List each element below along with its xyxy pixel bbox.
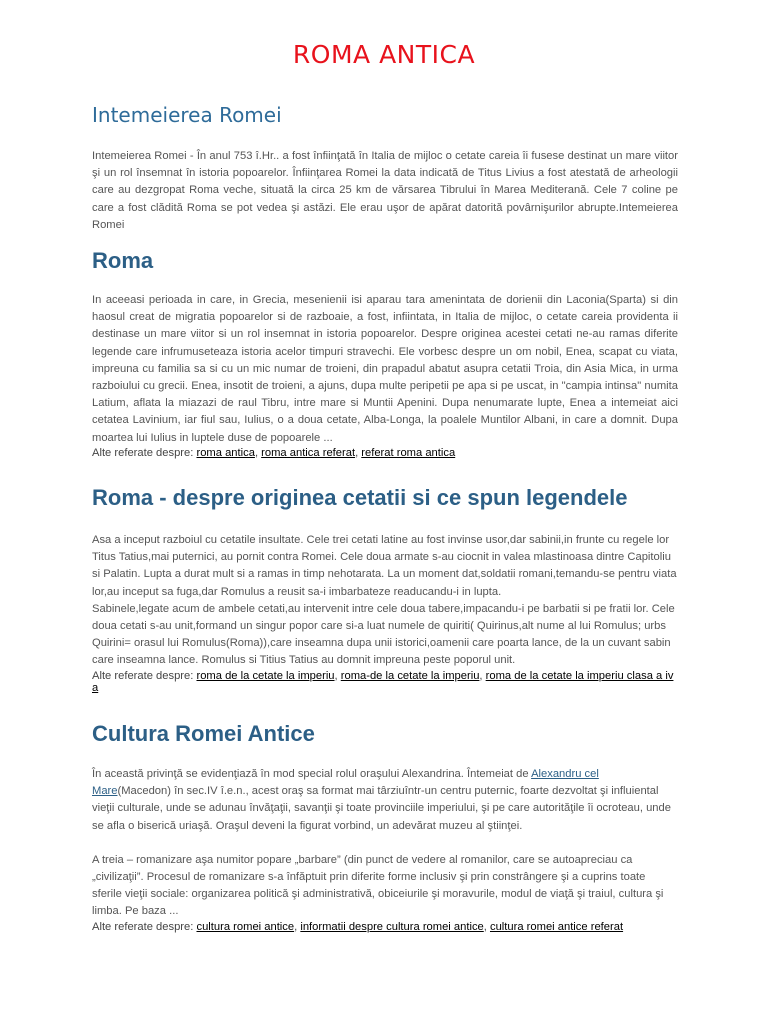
section-paragraph: Asa a inceput razboiul cu cetatile insultate. Cele trei cetati latine au fost invinse usor,dar sabinii,in frunte cu regele lor Titus Tatius,mai puternici, au pornit contra Romei. Cele doua armate s-au ciocnit in valea mlastinoasa dintre Capitoliu si Palatin. Lupta a durat mult si a ramas in timp nehotarata. La un moment dat,soldatii romani,temandu-se pentru viata lor,au inceput sa fuga,dar Romulus a reusit sa-i imbarbateze readucandu-i in lupta. (92, 534, 677, 598)
related-link[interactable]: referat roma antica (361, 446, 456, 459)
related-links-label: Alte referate despre: (92, 446, 194, 459)
paragraph-text: În această privinţă se evidenţiază în mod special rolul oraşului Alexandrina. Întemeiat de (92, 768, 532, 780)
related-link[interactable]: cultura romei antice referat (489, 920, 624, 933)
related-links: Alte referate despre: roma antica, roma antica referat, referat roma antica (92, 446, 456, 459)
related-link[interactable]: roma antica (196, 446, 255, 459)
related-link[interactable]: cultura romei antice (196, 920, 295, 933)
related-link[interactable]: roma de la cetate la imperiu (196, 669, 335, 682)
related-link[interactable]: roma de la cetate la imperiu clasa a iv a (92, 669, 674, 694)
page-title: ROMA ANTICA (292, 40, 476, 69)
related-links-label: Alte referate despre: (92, 669, 194, 682)
section-heading: Cultura Romei Antice (92, 721, 315, 746)
section-paragraph: A treia – romanizare aşa numitor popare „barbare” (din punct de vedere al romanilor, care se autoapreciau ca „civilizaţii”. Procesul de romanizare s-a înfăptuit prin diferite forme inclusiv şi prin constrângere şi a cuprins toate sferile vieţii sociale: organizarea politică şi administrativă, obiceiurile şi moravurile, modul de viaţă şi traiul, cultura şi limba. Pe baza ... (92, 853, 664, 918)
section-originea-cetatii (92, 484, 678, 694)
related-link[interactable]: roma-de la cetate la imperiu (340, 669, 480, 682)
section-heading: Intemeierea Romei (92, 103, 282, 127)
related-link[interactable]: roma antica referat (261, 446, 356, 459)
section-paragraph (92, 766, 678, 835)
related-links: Alte referate despre: roma de la cetate la imperiu, roma-de la cetate la imperiu, roma de la cetate la imperiu clasa a iv a (92, 669, 674, 694)
related-links-label: Alte referate despre: (92, 920, 194, 933)
section-roma (92, 247, 678, 459)
paragraph-text: (Macedon) în sec.IV î.e.n., acest oraş sa format mai târziuîntr-un centru puternic, foarte dezvoltat şi influiental vieţii culturale, unde se adunau învăţaţii, savanţii şi toate provinciile imperiului, şi pe care autorităţile îi ocroteau, unde se afla o biserică uriaşă. Oraşul deveni la figurat vorbind, un adevărat muzeu al ştiinţei. (92, 785, 671, 832)
related-links: Alte referate despre: cultura romei antice, informatii despre cultura romei antice, cultura romei antice referat (92, 920, 624, 933)
section-paragraph: Intemeierea Romei - În anul 753 î.Hr.. a fost înfiinţată în Italia de mijloc o cetate careia îi fusese destinat un mare viitor şi un rol însemnat în istoria popoarelor. Înfiinţarea Romei la data indicată de Titus Livius a fost atestată de arheologii care au dezgropat Roma veche, situată la circa 25 km de vărsarea Tibrului în Marea Mediterană. Cele 7 coline pe care a fost clădită Roma se pot vedea şi astăzi. Ele erau uşor de apărat datorită povârnişurilor abrupte.Intemeierea Romei (92, 150, 678, 231)
section-paragraph: In aceeasi perioada in care, in Grecia, mesenienii isi aparau tara amenintata de dorienii din Laconia(Sparta) si din haosul creat de migratia popoarelor si de razboaie, a fost, infiintata, in Italia de mijloc, o cetate careia providenta ii destinase un mare viitor si un rol insemnat in istoria popoarelor. Despre originea acestei cetati ne-au ramas diferite legende care infrumuseteaza istoria acelor timpuri stravechi. Ele vorbesc despre un om nobil, Enea, scapat cu viata, impreuna cu familia sa si cu un mic numar de troieni, din prapadul abatut asupra cetatii Troia, din Asia Mica, in urma razboiului cu grecii. Enea, insotit de troieni, a ajuns, dupa multe peripetii pe apa si pe uscat, in "campia intinsa" numita Latium, aflata la miazazi de raul Tibru, intre mare si Muntii Apenini. Dupa nenumarate lupte, Enea a intemeiat aici cetatea Lavinium, iar fiul sau, Iulius, o a doua cetate, Alba-Longa, la poalele Muntilor Albani, in care a domnit. Dupa moartea lui Iulius in luptele duse de popoarele ... (92, 294, 678, 444)
section-intemeierea-romei (92, 101, 678, 234)
section-paragraph: Sabinele,legate acum de ambele cetati,au intervenit intre cele doua tabere,impacandu-i pe barbatii si pe fratii lor. Cele doua cetati s-au unit,formand un singur popor care si-a luat numele de quiriti( Quirinus,alt nume al lui Romulus; urbs Quirini= orasul lui Romulus(Roma)),care inseamna dupa unii istorici,oamenii care poarta lance, de la un cuvant sabin care inseamna lance. Romulus si Titius Tatius au domnit impreuna peste poporul unit. (92, 602, 675, 667)
section-heading: Roma - despre originea cetatii si ce spun legendele (92, 485, 628, 510)
section-heading: Roma (92, 248, 154, 273)
alexandru-cel-mare-link[interactable]: Alexandru cel Mare (92, 768, 599, 798)
related-link[interactable]: informatii despre cultura romei antice (300, 920, 484, 933)
section-cultura-romei-antice (92, 720, 678, 933)
